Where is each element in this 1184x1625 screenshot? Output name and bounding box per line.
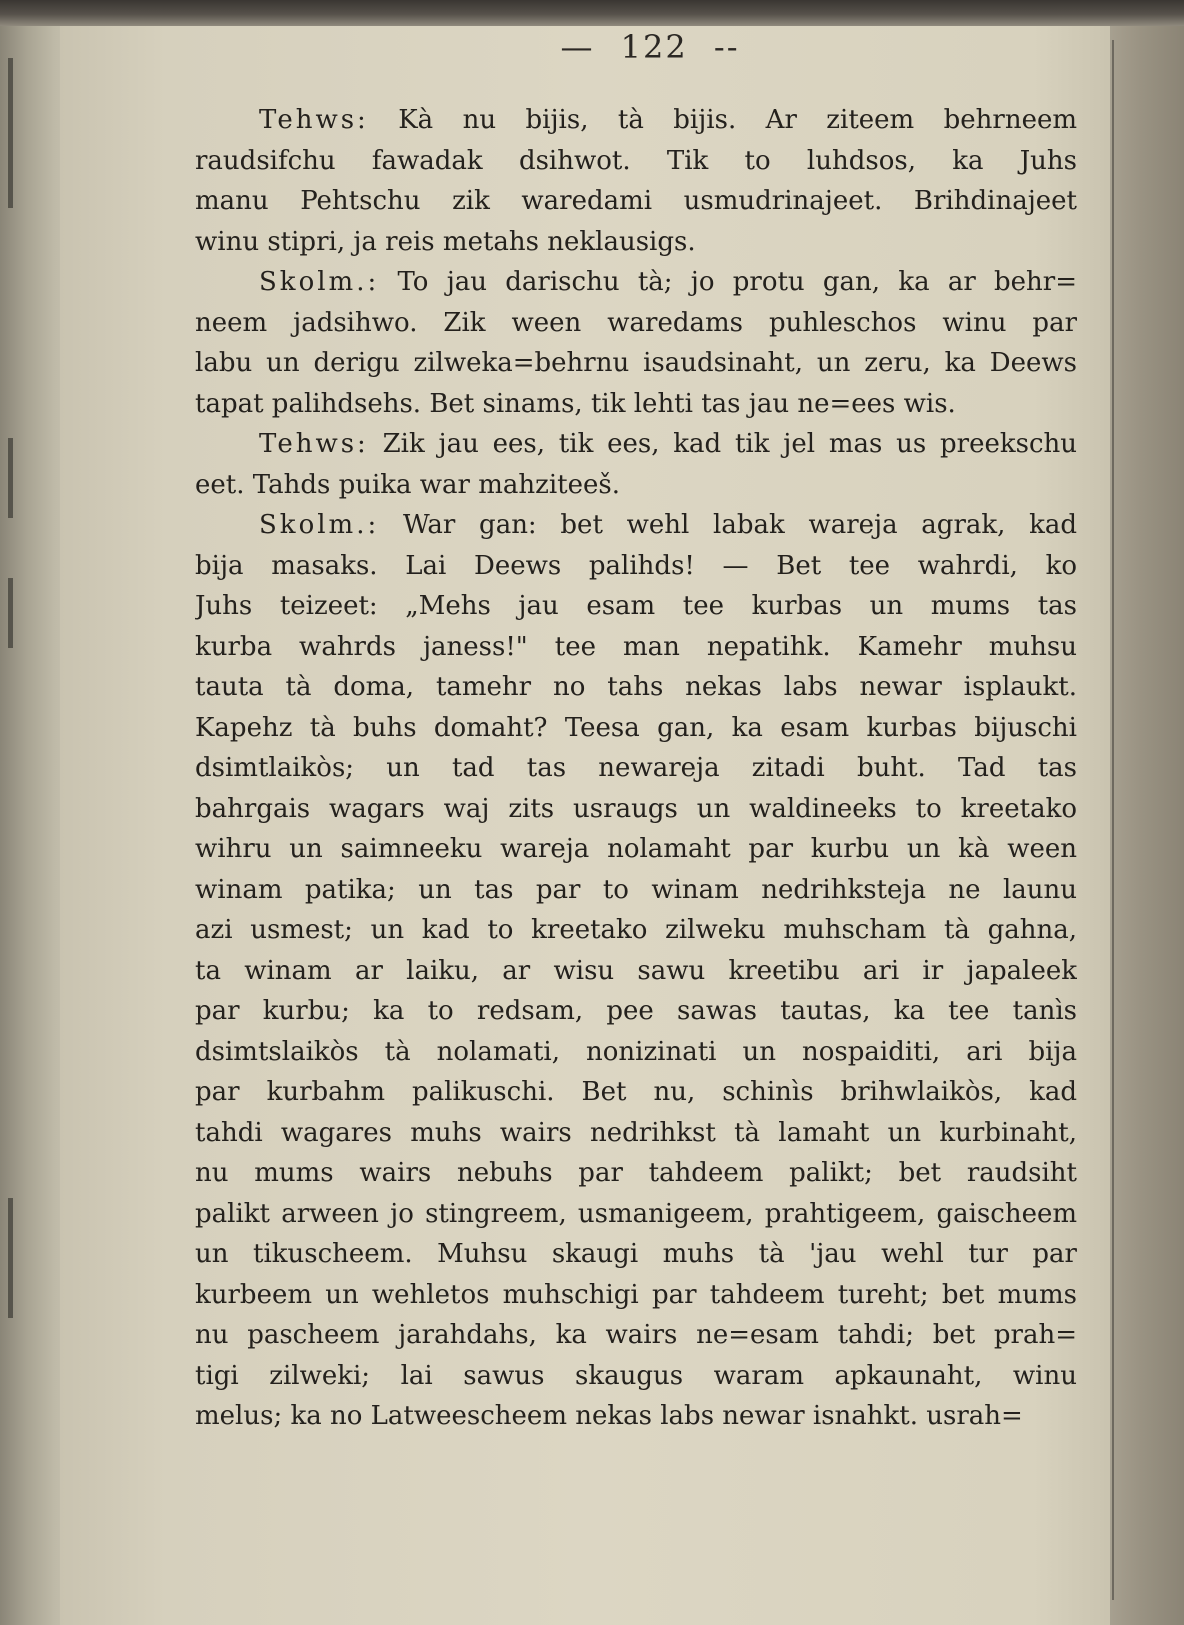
speaker-label: Tehws: (259, 105, 369, 135)
line-text: War gan: bet wehl labak wareja agrak, kad (402, 510, 1077, 540)
text-line (195, 1234, 1077, 1275)
line-text: eet. Tahds puika war mahziteeš. (195, 469, 620, 500)
text-line (195, 951, 1077, 992)
line-text: winu stipri, ja reis metahs neklausigs. (195, 226, 696, 257)
text-line (195, 708, 1077, 749)
line-text: melus; ka no Latweescheem nekas labs newar isnahkt. usrah= (195, 1401, 1023, 1431)
page-number-dash-right: -- (713, 28, 740, 66)
speaker-label: Skolm.: (259, 510, 380, 540)
page-number-dash-left: — (560, 28, 595, 66)
text-line (195, 667, 1077, 708)
body-text (195, 100, 1077, 1500)
text-line (195, 789, 1077, 830)
line-text: nu pascheem jarahdahs, ka wairs ne=esam tahdi; bet prah= (195, 1320, 1077, 1350)
line-text: labu un derigu zilweka=behrnu isaudsinaht, un zeru, ka Deews (195, 348, 1077, 378)
top-edge (0, 0, 1184, 26)
text-line (195, 384, 1077, 425)
binding-mark (8, 578, 13, 648)
line-text: azi usmest; un kad to kreetako zilweku muhscham tà gahna, (195, 915, 1077, 945)
text-line (195, 910, 1077, 951)
line-text: kurba wahrds janess!" tee man nepatihk. Kamehr muhsu (195, 631, 1077, 662)
speaker-label: Skolm.: (259, 267, 380, 297)
line-text: winam patika; un tas par to winam nedrihkstеja ne launu (195, 874, 1077, 905)
line-text: raudsifchu fawadak dsihwot. Tik to luhdsos, ka Juhs (195, 145, 1077, 176)
page-number-value: 122 (620, 28, 688, 66)
page-number (500, 28, 800, 66)
text-line (195, 870, 1077, 911)
text-line (195, 1153, 1077, 1194)
text-line (195, 343, 1077, 384)
text-line (195, 465, 1077, 506)
line-text: bahrgais wagars waj zits usraugs un waldineeks to kreetako (195, 793, 1077, 824)
line-text: tapat palihdsehs. Bet sinams, tik lehti tas jau ne=ees wis. (195, 388, 956, 419)
line-text: manu Pehtschu zik waredami usmudrinajeet. Brihdinajeet (195, 186, 1077, 216)
line-text: tauta tà doma, tamehr no tahs nekas labs newar isplaukt. (195, 672, 1077, 702)
line-text: Kapehz tà buhs domaht? Teesa gan, ka esam kurbas bijuschi (195, 712, 1077, 743)
page-edge (1110, 20, 1184, 1625)
binding-mark (8, 438, 13, 518)
text-line (195, 546, 1077, 587)
text-line (195, 1396, 1077, 1437)
line-text: un tikuscheem. Muhsu skaugi muhs tà 'jau wehl tur par (195, 1239, 1077, 1269)
text-line (195, 424, 1077, 465)
line-text: dsimtslaikòs tà nolamati, nonizinati un nospaiditi, ari bija (195, 1036, 1077, 1067)
line-text: bija masaks. Lai Deews palihds! — Bet tee wahrdi, ko (195, 550, 1077, 581)
text-line (195, 627, 1077, 668)
line-text: par kurbu; ka to redsam, pee sawas tautas, ka tee tanìs (195, 996, 1077, 1026)
line-text: neem jadsihwo. Zik ween waredams puhleschos winu par (195, 307, 1077, 338)
line-text: tigi zilweki; lai sawus skaugus waram apkaunaht, winu (195, 1360, 1077, 1391)
text-line (195, 141, 1077, 182)
line-text: Kà nu bijis, tà bijis. Ar ziteem behrneem (398, 105, 1077, 135)
text-line (195, 181, 1077, 222)
line-text: nu mums wairs nebuhs par tahdeem palikt; bet raudsiht (195, 1158, 1077, 1188)
binding-mark (8, 58, 13, 208)
binding-mark (8, 1198, 13, 1318)
line-text: par kurbahm palikuschi. Bet nu, schinìs brihwlaikòs, kad (195, 1077, 1077, 1107)
text-line (195, 829, 1077, 870)
text-line (195, 505, 1077, 546)
line-text: Juhs teizeet: „Mehs jau esam tee kurbas un mums tas (195, 591, 1077, 621)
text-line (195, 303, 1077, 344)
line-text: wihru un saimneeku wareja nolamaht par kurbu un kà ween (195, 834, 1077, 864)
text-line (195, 991, 1077, 1032)
text-line (195, 222, 1077, 263)
text-line (195, 1194, 1077, 1235)
line-text: palikt arween jo stingreem, usmanigeem, prahtigeem, gaischeem (195, 1198, 1077, 1229)
line-text: ta winam ar laiku, ar wisu sawu kreetibu ari ir japaleek (195, 955, 1077, 986)
line-text: tahdi wagares muhs wairs nedrihkst tà lamaht un kurbinaht, (195, 1117, 1077, 1148)
text-line (195, 100, 1077, 141)
text-line (195, 1275, 1077, 1316)
line-text: dsimtlaikòs; un tad tas newareja zitadi buht. Tad tas (195, 753, 1077, 783)
line-text: Zik jau ees, tik ees, kad tik jel mas us preekschu (382, 429, 1077, 459)
page-fold-line (1112, 40, 1114, 1600)
text-line (195, 586, 1077, 627)
text-line (195, 262, 1077, 303)
text-line (195, 1356, 1077, 1397)
line-text: To jau darischu tà; jo protu gan, ka ar behr= (397, 267, 1077, 297)
text-line (195, 1315, 1077, 1356)
line-text: kurbeem un wehletos muhschigi par tahdeem tureht; bet mums (195, 1279, 1077, 1310)
text-line (195, 748, 1077, 789)
text-line (195, 1113, 1077, 1154)
speaker-label: Tehws: (259, 429, 369, 459)
text-line (195, 1072, 1077, 1113)
text-line (195, 1032, 1077, 1073)
